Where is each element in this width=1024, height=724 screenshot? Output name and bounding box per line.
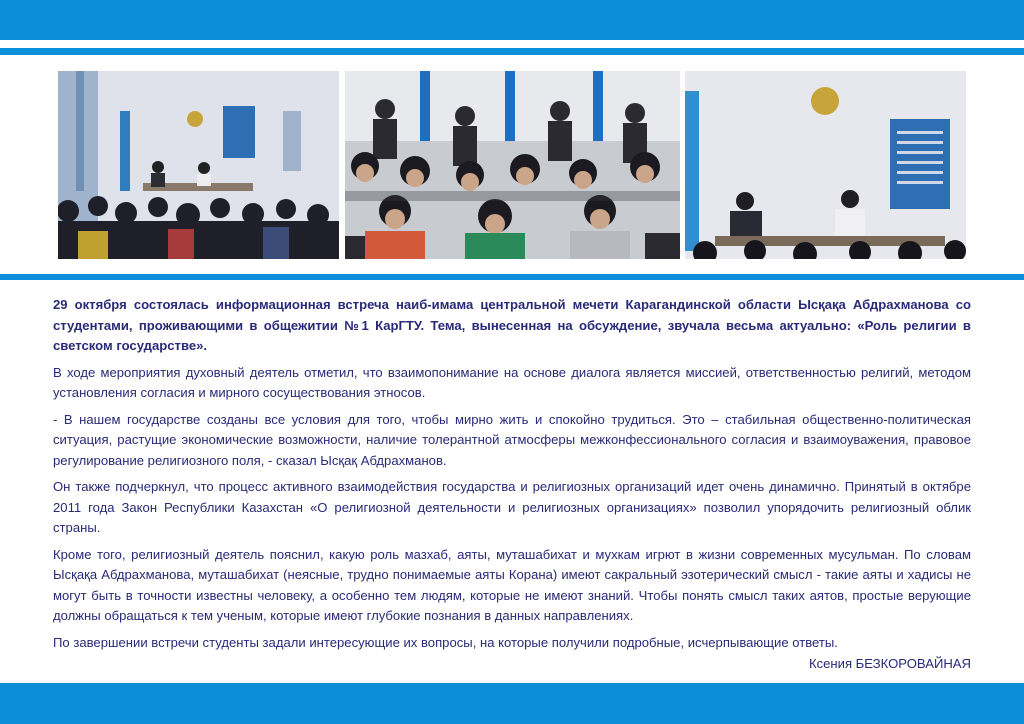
article-lead: 29 октября состоялась информационная встреча наиб-имама центральной мечети Карагандинской области Ысқақа Абдрахманова со студентами, проживающими в общежитии №1 КарГТУ. Тема, вынесенная на обсуждение, звучала весьма актуально: «Роль религии в светском государстве». <box>53 297 971 353</box>
article-paragraph: В ходе мероприятия духовный деятель отметил, что взаимопонимание на основе диалога является миссией, ответственностью религий, методом установления согласия и мирного сосуществования этносов. <box>53 364 971 400</box>
article-paragraph: Он также подчеркнул, что процесс активного взаимодействия государства и религиозных организаций идет очень динамично. Принятый в октябре 2011 года Закон Республики Казахстан «О религиозной деятельности и религиозных организациях» позволил упорядочить религиозный облик страны. <box>53 479 971 535</box>
photo-meeting-hall <box>58 71 339 259</box>
article-paragraph: По завершении встречи студенты задали интересующие их вопросы, на которые получили подробные, исчерпывающие ответы. <box>53 634 838 650</box>
photo-speakers-table-icon <box>685 71 966 259</box>
article-paragraph: Кроме того, религиозный деятель пояснил, какую роль мазхаб, аяты, муташабихат и мухкам игрют в жизни современных мусульман. По словам Ысқақа Абдрахманова, муташабихат (неясные, трудно понимаемые аяты Корана) имеют сакральный эзотерический смысл - такие аяты и хадисы не могут быть в точности известны человеку, а особенно тем людям, которые не имеют знаний. Чтобы понять смысл таких аятов, простые верующие должны обращаться к тем ученым, которые имеют глубокие познания в данных направлениях. <box>53 546 971 623</box>
footer-band <box>0 683 1024 724</box>
photo-students-audience-icon <box>345 71 680 259</box>
header-stripe <box>0 48 1024 55</box>
author-signature: Ксения БЕЗКОРОВАЙНАЯ <box>808 656 971 671</box>
article-body <box>53 295 971 659</box>
photo-students-audience <box>345 71 680 259</box>
photo-meeting-hall-icon <box>58 71 339 259</box>
header-band <box>0 0 1024 40</box>
photo-speakers-table <box>685 71 966 259</box>
divider-band <box>0 274 1024 280</box>
article-paragraph: - В нашем государстве созданы все условия для того, чтобы мирно жить и спокойно трудиться. Это – стабильная общественно-политическая ситуация, растущие экономические возможности, наличие толерантной атмосферы межконфессионального согласия и взаимоуважения, правовое регулирование религиозного поля, - сказал Ысқақ Абдрахманов. <box>53 411 971 468</box>
